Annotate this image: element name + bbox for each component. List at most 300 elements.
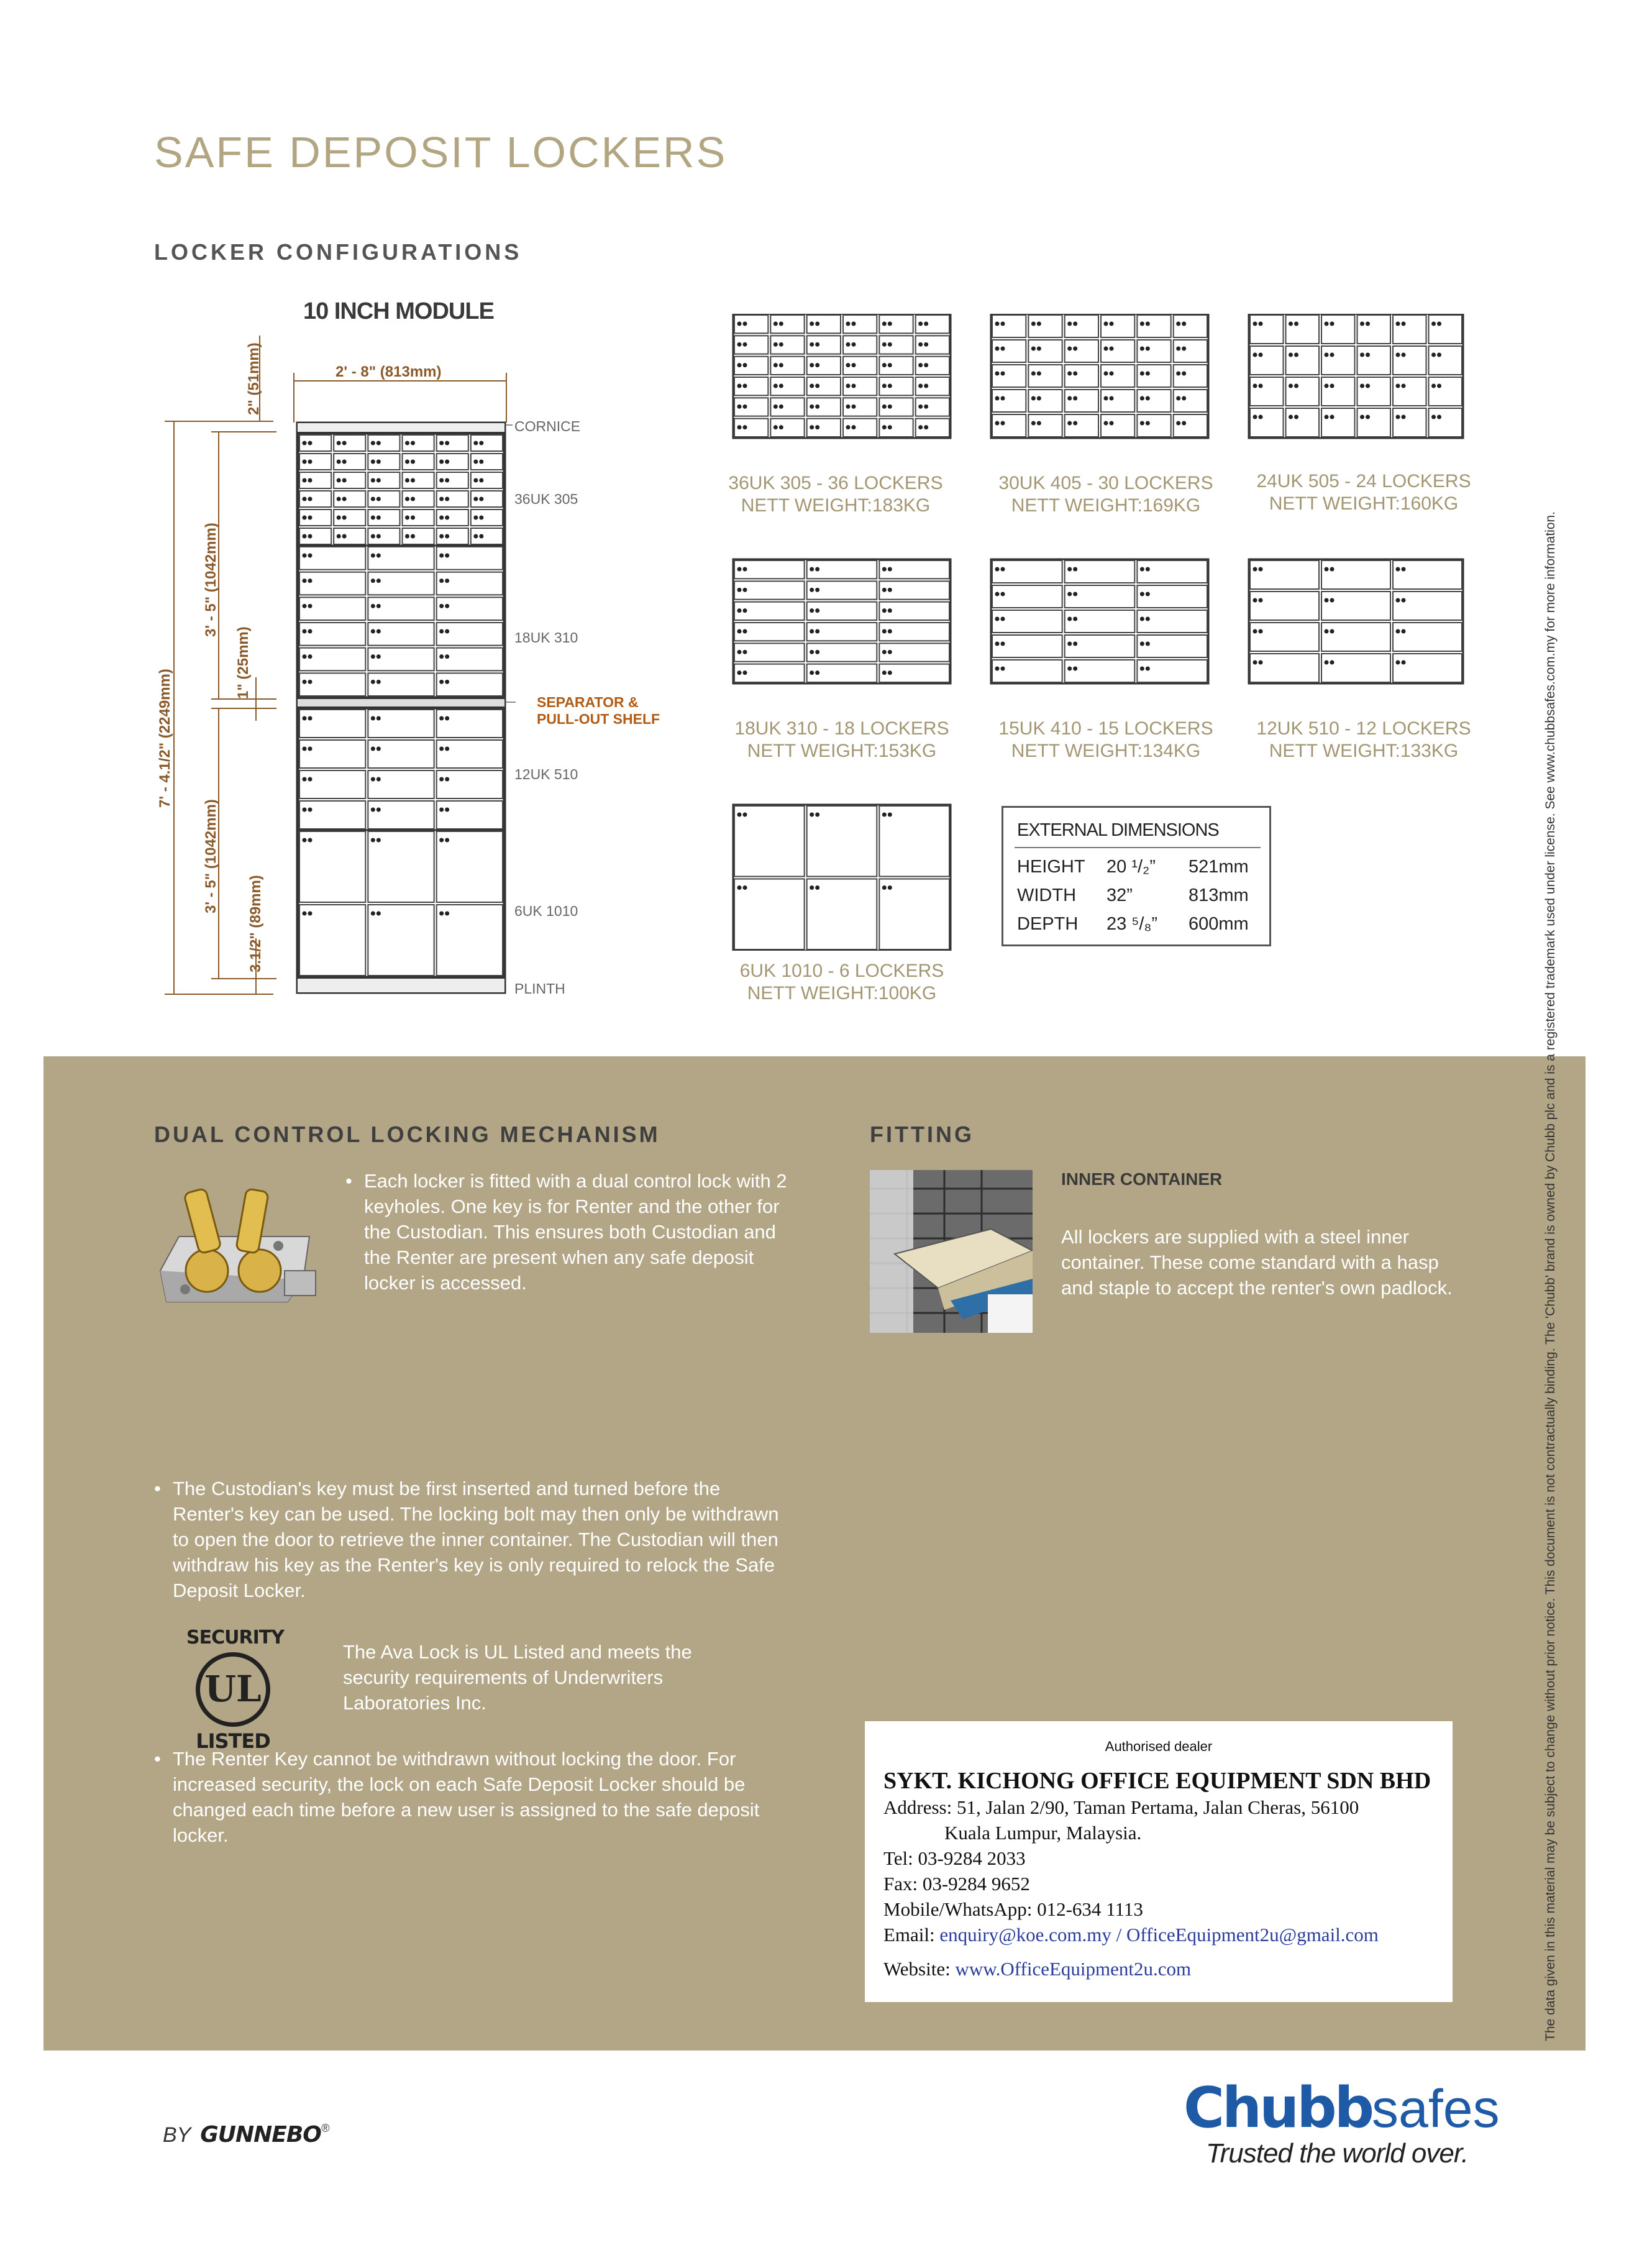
keyhole-icon <box>445 716 449 721</box>
keyhole-icon <box>1104 421 1108 426</box>
keyhole-icon <box>405 516 409 520</box>
keyhole-icon <box>376 534 381 539</box>
locker-door <box>1137 390 1170 412</box>
keyhole-icon <box>1104 396 1108 401</box>
keyhole-icon <box>445 460 449 464</box>
locker-door <box>1393 377 1426 406</box>
keyhole-icon <box>810 425 814 429</box>
locker-door <box>1321 408 1355 437</box>
locker-door <box>1065 365 1098 387</box>
keyhole-icon <box>376 808 381 812</box>
keyhole-icon <box>445 777 449 782</box>
keyhole-icon <box>308 716 313 721</box>
keyhole-icon <box>376 716 381 721</box>
keyhole-icon <box>308 912 313 916</box>
keyhole-icon <box>308 441 313 446</box>
brand-tagline: Trusted the world over. <box>1206 2138 1469 2169</box>
locker-door <box>1065 560 1135 583</box>
keyhole-icon <box>1067 372 1072 376</box>
keyhole-icon <box>1001 421 1005 426</box>
keyhole-icon <box>371 441 375 446</box>
keyhole-icon <box>1396 661 1400 665</box>
ul-badge-top: SECURITY <box>186 1627 284 1648</box>
keyhole-icon <box>1073 421 1077 426</box>
keyhole-icon <box>473 460 478 464</box>
keyhole-icon <box>918 342 923 347</box>
keyhole-icon <box>1360 353 1364 357</box>
locker-door <box>992 610 1062 633</box>
keyhole-icon <box>439 578 444 583</box>
keyhole-icon <box>743 650 747 654</box>
keyhole-icon <box>846 322 851 326</box>
locker-door <box>1250 377 1284 406</box>
locker-door <box>1101 365 1134 387</box>
label-separator <box>537 694 660 728</box>
keyhole-icon <box>1396 567 1400 572</box>
keyhole-icon <box>995 322 1000 326</box>
keyhole-icon <box>1001 592 1005 597</box>
locker-door <box>368 770 434 798</box>
locker-door <box>1028 315 1062 337</box>
keyhole-icon <box>405 497 409 501</box>
keyhole-icon <box>1073 396 1077 401</box>
external-dimensions-heading: EXTERNAL DIMENSIONS <box>1017 820 1219 840</box>
locker-door <box>992 635 1062 657</box>
dealer-address-1: Address: 51, Jalan 2/90, Taman Pertama, Jalan Cheras, 56100 <box>883 1796 1359 1818</box>
keyhole-icon <box>924 384 928 388</box>
locker-door <box>299 547 365 570</box>
keyhole-icon <box>1073 667 1077 671</box>
keyhole-icon <box>852 405 856 409</box>
keyhole-icon <box>1073 372 1077 376</box>
locker-door <box>992 660 1062 682</box>
keyhole-icon <box>342 460 347 464</box>
keyhole-icon <box>1366 415 1370 419</box>
config-name: 6UK 1010 - 6 LOCKERS <box>739 961 944 981</box>
keyhole-icon <box>303 629 307 634</box>
section-12uk510 <box>298 708 504 830</box>
keyhole-icon <box>1067 567 1072 572</box>
keyhole-icon <box>1294 384 1298 388</box>
keyhole-icon <box>737 629 742 634</box>
dealer-name: SYKT. KICHONG OFFICE EQUIPMENT SDN BHD <box>883 1768 1431 1794</box>
locker-door <box>1393 560 1462 589</box>
keyhole-icon <box>303 716 307 721</box>
keyhole-icon <box>1001 642 1005 646</box>
keyhole-icon <box>439 747 444 751</box>
locker-door <box>992 585 1062 608</box>
upper-dimension: 3' - 5" (1042mm) <box>203 523 219 637</box>
locker-door <box>992 315 1026 337</box>
keyhole-icon <box>405 460 409 464</box>
keyhole-icon <box>737 813 742 817</box>
keyhole-icon <box>376 441 381 446</box>
locker-door <box>1028 340 1062 362</box>
keyhole-icon <box>1289 353 1293 357</box>
locker-door <box>1250 315 1284 344</box>
keyhole-icon <box>342 497 347 501</box>
locker-door <box>1065 340 1098 362</box>
keyhole-icon <box>779 363 783 367</box>
locker-door <box>1358 346 1391 375</box>
locker-door <box>1101 340 1134 362</box>
keyhole-icon <box>1330 661 1335 665</box>
keyhole-icon <box>337 497 341 501</box>
locker-door <box>368 740 434 768</box>
keyhole-icon <box>303 478 307 483</box>
dimension-row-depth <box>1003 909 1269 938</box>
keyhole-icon <box>405 534 409 539</box>
keyhole-icon <box>1031 372 1036 376</box>
keyhole-icon <box>743 567 747 572</box>
keyhole-icon <box>918 363 923 367</box>
keyhole-icon <box>342 478 347 483</box>
keyhole-icon <box>995 372 1000 376</box>
thumb-6uk1010 <box>733 805 951 951</box>
keyhole-icon <box>1253 353 1257 357</box>
keyhole-icon <box>1402 322 1406 326</box>
thumb-12uk510 <box>1249 559 1463 684</box>
keyhole-icon <box>376 912 381 916</box>
label-12uk510: 12UK 510 <box>514 766 578 782</box>
locker-door <box>368 710 434 738</box>
keyhole-icon <box>439 654 444 659</box>
keyhole-icon <box>1396 598 1400 603</box>
keyhole-icon <box>1325 384 1329 388</box>
keyhole-icon <box>743 629 747 634</box>
keyhole-icon <box>918 384 923 388</box>
keyhole-icon <box>405 478 409 483</box>
keyhole-icon <box>924 342 928 347</box>
ul-listed-text: The Ava Lock is UL Listed and meets the security requirements of Underwriters Laboratories Inc. <box>343 1641 692 1714</box>
locker-door <box>1065 390 1098 412</box>
keyhole-icon <box>882 342 887 347</box>
keyhole-icon <box>1001 347 1005 351</box>
keyhole-icon <box>852 384 856 388</box>
keyhole-icon <box>308 554 313 558</box>
config-name: 12UK 510 - 12 LOCKERS <box>1256 718 1471 739</box>
keyhole-icon <box>1067 347 1072 351</box>
keyhole-icon <box>852 425 856 429</box>
keyhole-icon <box>371 497 375 501</box>
config-name: 24UK 505 - 24 LOCKERS <box>1256 471 1471 492</box>
keyhole-icon <box>810 588 814 592</box>
locker-door <box>437 623 503 646</box>
keyhole-icon <box>376 838 381 843</box>
website-link[interactable]: www.OfficeEquipment2u.com <box>955 1958 1192 1980</box>
keyhole-icon <box>815 405 819 409</box>
page-title: SAFE DEPOSIT LOCKERS <box>154 128 728 176</box>
dimension-imperial: 23 ⁵/₈” <box>1107 914 1158 934</box>
locker-door <box>1137 560 1207 583</box>
keyhole-icon <box>1253 567 1257 572</box>
keyhole-icon <box>1146 347 1150 351</box>
keyhole-icon <box>371 534 375 539</box>
email-link[interactable]: enquiry@koe.com.my / OfficeEquipment2u@gmail.com <box>939 1924 1379 1946</box>
keyhole-icon <box>810 567 814 572</box>
locker-door <box>437 547 503 570</box>
config-name: 15UK 410 - 15 LOCKERS <box>998 718 1213 739</box>
keyhole-icon <box>1146 372 1150 376</box>
keyhole-icon <box>888 567 892 572</box>
dual-control-bullet-2: • The Renter Key cannot be withdrawn without locking the door. For increased security, the lock on each Safe Deposit Locker should be changed each time before a new user is assigned to the safe deposit locker. <box>154 1746 794 1848</box>
cornice-dimension: 2" (51mm) <box>245 342 262 415</box>
config-15uk410 <box>979 718 1233 762</box>
keyhole-icon <box>882 813 887 817</box>
keyhole-icon <box>1176 322 1180 326</box>
keyhole-icon <box>1396 384 1400 388</box>
keyhole-icon <box>439 808 444 812</box>
label-18uk310: 18UK 310 <box>514 629 578 646</box>
locker-door <box>1137 585 1207 608</box>
keyhole-icon <box>924 322 928 326</box>
keyhole-icon <box>439 441 444 446</box>
keyhole-icon <box>852 363 856 367</box>
keyhole-icon <box>1402 567 1406 572</box>
keyhole-icon <box>737 608 742 613</box>
keyhole-icon <box>371 747 375 751</box>
locker-door <box>368 648 434 671</box>
keyhole-icon <box>1402 629 1406 634</box>
keyhole-icon <box>743 885 747 890</box>
keyhole-icon <box>1325 629 1329 634</box>
locker-door <box>1065 610 1135 633</box>
keyhole-icon <box>1073 592 1077 597</box>
keyhole-icon <box>995 592 1000 597</box>
keyhole-icon <box>439 777 444 782</box>
keyhole-icon <box>1330 353 1335 357</box>
keyhole-icon <box>743 588 747 592</box>
keyhole-icon <box>815 629 819 634</box>
keyhole-icon <box>1073 347 1077 351</box>
locker-door <box>1358 377 1391 406</box>
keyhole-icon <box>1176 372 1180 376</box>
keyhole-icon <box>308 680 313 684</box>
keyhole-icon <box>376 554 381 558</box>
keyhole-icon <box>376 777 381 782</box>
keyhole-icon <box>479 460 483 464</box>
keyhole-icon <box>888 588 892 592</box>
dual-control-heading: DUAL CONTROL LOCKING MECHANISM <box>154 1122 660 1147</box>
thumb-24uk505 <box>1249 314 1463 438</box>
keyhole-icon <box>1259 598 1263 603</box>
locker-door <box>1286 408 1320 437</box>
locker-door <box>1250 654 1319 682</box>
dimension-imperial: 20 ¹/₂” <box>1107 857 1156 877</box>
keyhole-icon <box>1431 353 1436 357</box>
keyhole-icon <box>473 497 478 501</box>
locker-door <box>992 390 1026 412</box>
keyhole-icon <box>1037 396 1041 401</box>
dimension-label: DEPTH <box>1017 914 1079 934</box>
keyhole-icon <box>815 322 819 326</box>
keyhole-icon <box>1396 415 1400 419</box>
locker-door <box>1321 654 1390 682</box>
keyhole-icon <box>445 554 449 558</box>
locker-door <box>437 740 503 768</box>
keyhole-icon <box>995 396 1000 401</box>
locker-door <box>1028 390 1062 412</box>
keyhole-icon <box>479 516 483 520</box>
keyhole-icon <box>1067 642 1072 646</box>
locker-door <box>368 597 434 620</box>
keyhole-icon <box>1146 322 1150 326</box>
keyhole-icon <box>924 363 928 367</box>
locker-door <box>1137 660 1207 682</box>
keyhole-icon <box>815 425 819 429</box>
dimension-row-height <box>1003 852 1269 880</box>
keyhole-icon <box>1325 661 1329 665</box>
ul-listed-badge <box>186 1627 284 1760</box>
keyhole-icon <box>445 747 449 751</box>
config-name: 18UK 310 - 18 LOCKERS <box>734 718 949 739</box>
keyhole-icon <box>1176 396 1180 401</box>
keyhole-icon <box>308 777 313 782</box>
keyhole-icon <box>1073 322 1077 326</box>
registered-mark: ® <box>321 2122 330 2134</box>
keyhole-icon <box>815 342 819 347</box>
locker-door <box>437 710 503 738</box>
keyhole-icon <box>815 885 819 890</box>
keyhole-icon <box>882 322 887 326</box>
keyhole-icon <box>1360 415 1364 419</box>
keyhole-icon <box>439 516 444 520</box>
keyhole-icon <box>1253 629 1257 634</box>
keyhole-icon <box>439 534 444 539</box>
locker-door <box>1250 346 1284 375</box>
keyhole-icon <box>1366 353 1370 357</box>
section-36uk305 <box>298 434 504 546</box>
keyhole-icon <box>1437 384 1441 388</box>
locker-door <box>299 801 365 829</box>
keyhole-icon <box>371 777 375 782</box>
locker-door <box>992 365 1026 387</box>
keyhole-icon <box>852 322 856 326</box>
keyhole-icon <box>342 441 347 446</box>
keyhole-icon <box>852 342 856 347</box>
locker-door <box>437 597 503 620</box>
keyhole-icon <box>411 516 415 520</box>
keyhole-icon <box>445 654 449 659</box>
keyhole-icon <box>1037 421 1041 426</box>
keyhole-icon <box>473 478 478 483</box>
separator-dimension: 1" (25mm) <box>235 626 252 699</box>
keyhole-icon <box>995 421 1000 426</box>
locker-door <box>1321 377 1355 406</box>
keyhole-icon <box>371 629 375 634</box>
keyhole-icon <box>445 441 449 446</box>
locker-door <box>299 623 365 646</box>
dual-control-bullet-1: • The Custodian's key must be first inserted and turned before the Renter's key can be used. The locking bolt may then only be withdrawn to open the door to retrieve the inner container. The Custodian will then withdraw his key as the Renter's key is only required to relock the Safe Deposit Locker. <box>154 1476 794 1603</box>
keyhole-icon <box>1431 384 1436 388</box>
keyhole-icon <box>810 885 814 890</box>
locker-door <box>1174 365 1207 387</box>
keyhole-icon <box>1176 421 1180 426</box>
locker-door <box>1429 377 1462 406</box>
keyhole-icon <box>411 497 415 501</box>
locker-door <box>437 770 503 798</box>
locker-door <box>437 801 503 829</box>
keyhole-icon <box>1402 598 1406 603</box>
keyhole-icon <box>1031 421 1036 426</box>
keyhole-icon <box>376 478 381 483</box>
keyhole-icon <box>1396 322 1400 326</box>
locker-door <box>1393 408 1426 437</box>
locker-door <box>1174 340 1207 362</box>
section-6uk1010 <box>298 830 504 977</box>
locker-door <box>992 560 1062 583</box>
keyhole-icon <box>1259 661 1263 665</box>
config-weight: NETT WEIGHT:134KG <box>1011 741 1201 761</box>
keyhole-icon <box>779 384 783 388</box>
keyhole-icon <box>743 608 747 613</box>
chubbsafes-logo <box>1184 2075 1500 2169</box>
keyhole-icon <box>376 497 381 501</box>
keyhole-icon <box>737 567 742 572</box>
keyhole-icon <box>888 650 892 654</box>
keyhole-icon <box>888 629 892 634</box>
dealer-fax: Fax: 03-9284 9652 <box>883 1873 1030 1895</box>
config-weight: NETT WEIGHT:133KG <box>1269 741 1459 761</box>
keyhole-icon <box>815 567 819 572</box>
keyhole-icon <box>1294 415 1298 419</box>
config-24uk505 <box>1236 470 1491 515</box>
keyhole-icon <box>773 425 778 429</box>
keyhole-icon <box>888 813 892 817</box>
keyhole-icon <box>737 342 742 347</box>
keyhole-icon <box>303 441 307 446</box>
keyhole-icon <box>371 604 375 608</box>
locker-door <box>1286 315 1320 344</box>
lower-dimension: 3' - 5" (1042mm) <box>203 799 219 913</box>
keyhole-icon <box>1253 661 1257 665</box>
keyhole-icon <box>1402 353 1406 357</box>
keyhole-icon <box>1067 617 1072 621</box>
locker-door <box>1286 377 1320 406</box>
config-weight: NETT WEIGHT:169KG <box>1011 495 1201 516</box>
keyhole-icon <box>308 516 313 520</box>
keyhole-icon <box>479 534 483 539</box>
keyhole-icon <box>737 588 742 592</box>
keyhole-icon <box>1001 567 1005 572</box>
keyhole-icon <box>1067 592 1072 597</box>
keyhole-icon <box>1289 384 1293 388</box>
keyhole-icon <box>1437 353 1441 357</box>
locker-door <box>1393 315 1426 344</box>
keyhole-icon <box>888 342 892 347</box>
keyhole-icon <box>1110 347 1114 351</box>
keyhole-icon <box>1182 322 1186 326</box>
keyhole-icon <box>810 629 814 634</box>
keyhole-icon <box>882 608 887 613</box>
keyhole-icon <box>308 654 313 659</box>
keyhole-icon <box>1325 415 1329 419</box>
locker-door <box>1393 346 1426 375</box>
keyhole-icon <box>1253 598 1257 603</box>
keyhole-icon <box>439 478 444 483</box>
keyhole-icon <box>1104 347 1108 351</box>
keyhole-icon <box>737 650 742 654</box>
keyhole-icon <box>405 441 409 446</box>
keyhole-icon <box>743 813 747 817</box>
keyhole-icon <box>810 813 814 817</box>
keyhole-icon <box>1325 598 1329 603</box>
keyhole-icon <box>1146 667 1150 671</box>
keyhole-icon <box>1140 347 1144 351</box>
keyhole-icon <box>376 578 381 583</box>
locker-door <box>1028 414 1062 437</box>
keyhole-icon <box>1396 353 1400 357</box>
